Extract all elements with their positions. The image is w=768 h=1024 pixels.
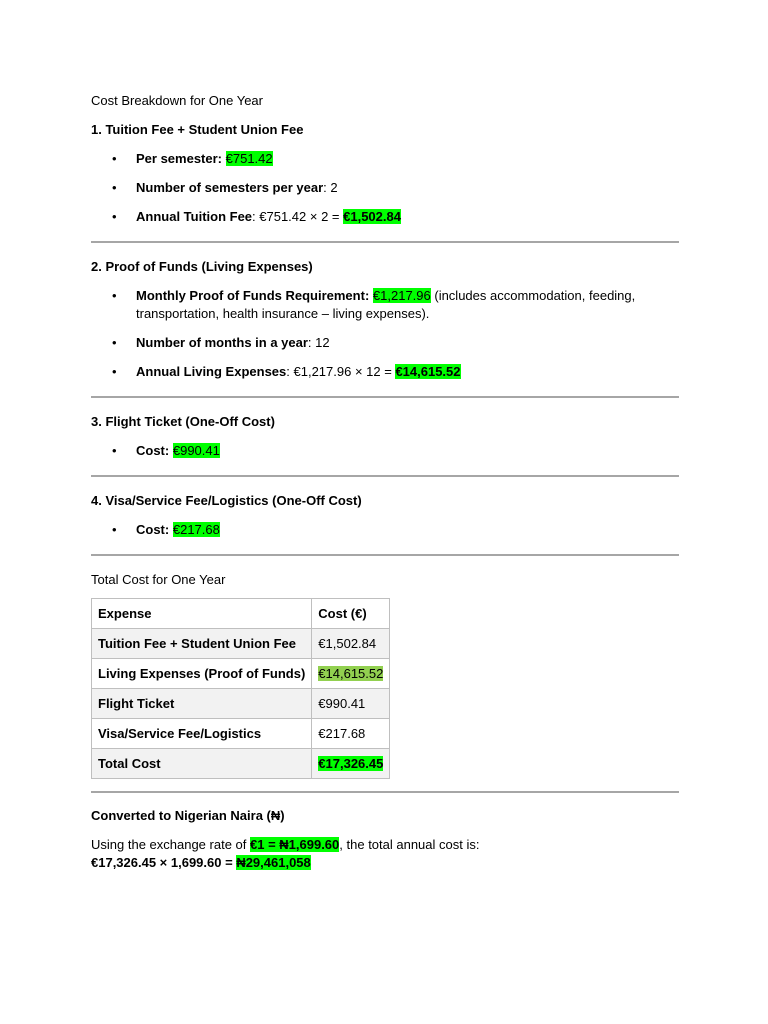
total-heading: Total Cost for One Year bbox=[91, 572, 226, 587]
naira-result: ₦29,461,058 bbox=[236, 855, 311, 870]
monthly-funds-value: €1,217.96 bbox=[372, 288, 431, 303]
section4-list bbox=[91, 521, 679, 539]
list-item: • Monthly Proof of Funds Requirement: €1,217.96 (includes accommodation, feeding, transportation, health insurance – living expenses). bbox=[91, 287, 679, 323]
annual-tuition-value: €1,502.84 bbox=[343, 209, 401, 224]
conversion-calc: €17,326.45 × 1,699.60 = ₦29,461,058 bbox=[91, 855, 311, 870]
flight-cost-value: €990.41 bbox=[172, 443, 220, 458]
section2-heading: 2. Proof of Funds (Living Expenses) bbox=[91, 259, 313, 274]
exchange-rate: €1 = ₦1,699.60 bbox=[250, 837, 340, 852]
conversion-heading: Converted to Nigerian Naira (₦) bbox=[91, 808, 285, 823]
table-row bbox=[92, 719, 390, 749]
list-item: • Annual Living Expenses: €1,217.96 × 12 = €14,615.52 bbox=[91, 363, 679, 381]
num-semesters-value: 2 bbox=[330, 180, 338, 195]
conversion-intro: Using the exchange rate of €1 = ₦1,699.60, the total annual cost is: bbox=[91, 837, 480, 852]
table-row-total bbox=[92, 749, 390, 779]
section3-list bbox=[91, 442, 679, 460]
table-row bbox=[92, 629, 390, 659]
section2-list bbox=[91, 287, 679, 381]
list-item: • Per semester: €751.42 bbox=[91, 150, 679, 168]
section3-heading: 3. Flight Ticket (One-Off Cost) bbox=[91, 414, 275, 429]
per-semester-value: €751.42 bbox=[225, 151, 273, 166]
divider bbox=[91, 554, 679, 556]
months-value: 12 bbox=[315, 335, 330, 350]
table-cell-expense: Total Cost bbox=[92, 749, 312, 779]
table-cell-cost: €17,326.45 bbox=[312, 749, 390, 779]
document-title: Cost Breakdown for One Year bbox=[91, 93, 263, 108]
section1-heading: 1. Tuition Fee + Student Union Fee bbox=[91, 122, 304, 137]
table-header-row bbox=[92, 599, 390, 629]
table-header-cell: Cost (€) bbox=[312, 599, 390, 629]
table-row bbox=[92, 659, 390, 689]
table-cell-cost: €14,615.52 bbox=[312, 659, 390, 689]
table-cell-expense: Flight Ticket bbox=[92, 689, 312, 719]
list-item: • Cost: €990.41 bbox=[91, 442, 679, 460]
visa-cost-value: €217.68 bbox=[172, 522, 220, 537]
table-cell-cost: €1,502.84 bbox=[312, 629, 390, 659]
divider bbox=[91, 791, 679, 793]
list-item: • Number of months in a year: 12 bbox=[91, 334, 679, 352]
list-item: • Number of semesters per year: 2 bbox=[91, 179, 679, 197]
table-header-cell: Expense bbox=[92, 599, 312, 629]
divider bbox=[91, 475, 679, 477]
table-cell-cost: €217.68 bbox=[312, 719, 390, 749]
document-page bbox=[91, 92, 679, 872]
table-cell-cost: €990.41 bbox=[312, 689, 390, 719]
list-item: • Annual Tuition Fee: €751.42 × 2 = €1,502.84 bbox=[91, 208, 679, 226]
table-cell-expense: Tuition Fee + Student Union Fee bbox=[92, 629, 312, 659]
divider bbox=[91, 241, 679, 243]
list-item: • Cost: €217.68 bbox=[91, 521, 679, 539]
table-cell-expense: Visa/Service Fee/Logistics bbox=[92, 719, 312, 749]
divider bbox=[91, 396, 679, 398]
section1-list bbox=[91, 150, 679, 226]
annual-living-value: €14,615.52 bbox=[395, 364, 461, 379]
table-cell-expense: Living Expenses (Proof of Funds) bbox=[92, 659, 312, 689]
cost-table bbox=[91, 598, 390, 779]
section4-heading: 4. Visa/Service Fee/Logistics (One-Off Cost) bbox=[91, 493, 362, 508]
table-row bbox=[92, 689, 390, 719]
